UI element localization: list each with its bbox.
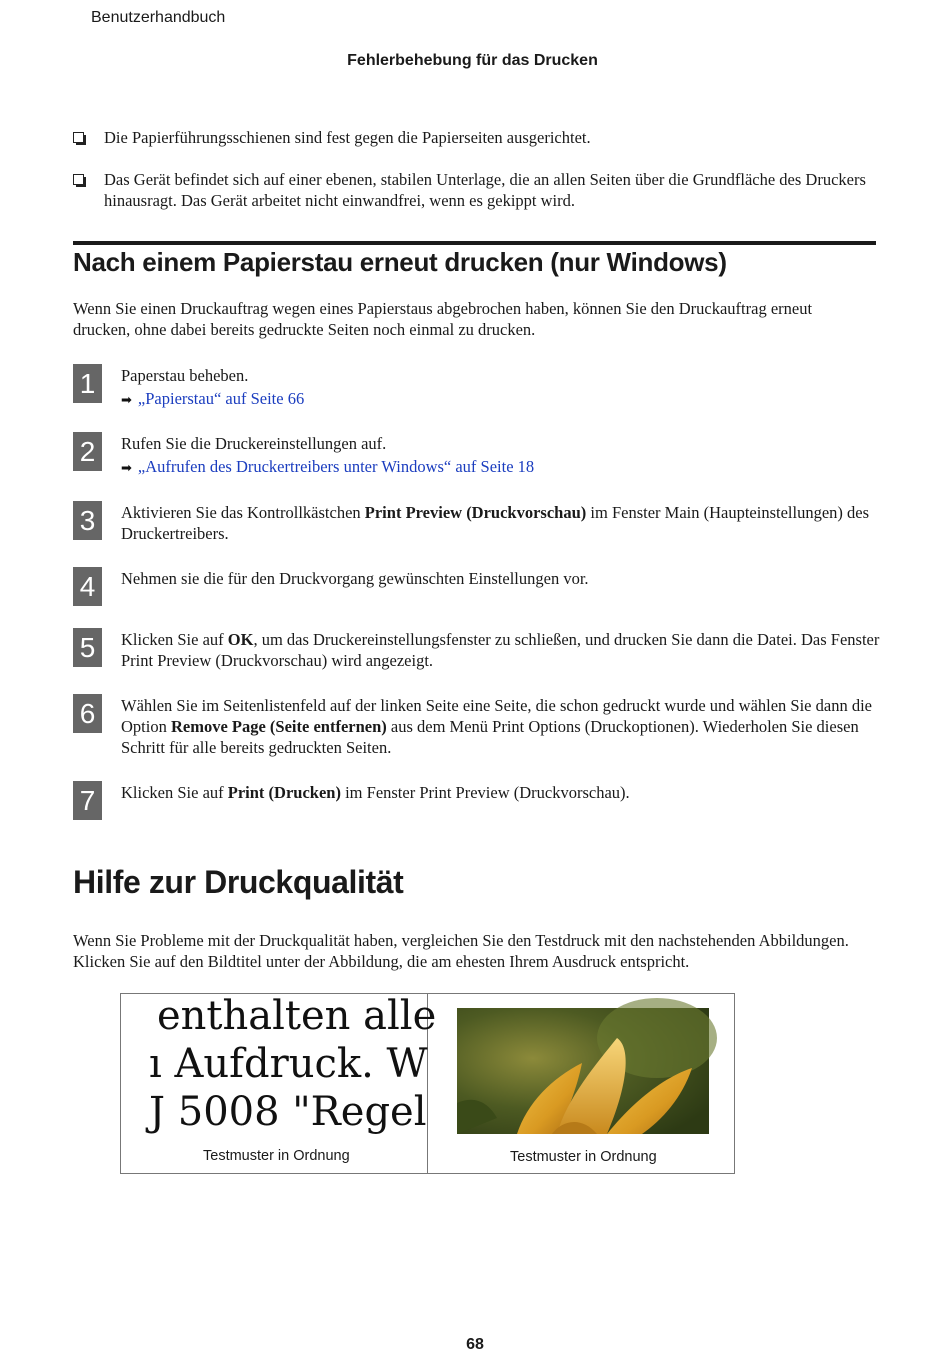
text-sample-image	[149, 993, 437, 1135]
bullet-text: Die Papierführungsschienen sind fest gegen die Papierseiten ausgerichtet.	[104, 128, 591, 147]
checkbox-bullet-icon	[73, 132, 84, 143]
step-2	[0, 432, 950, 492]
sample-line: enthalten alle	[157, 993, 437, 1039]
step-text: Rufen Sie die Druckereinstellungen auf.	[121, 434, 387, 453]
manual-title: Benutzerhandbuch	[91, 9, 226, 26]
text-sample-caption[interactable]: Testmuster in Ordnung	[203, 1148, 350, 1164]
step-number-badge: 4	[73, 567, 102, 606]
step-5	[0, 628, 950, 678]
step-text: Nehmen sie die für den Druckvorgang gewünschten Einstellungen vor.	[121, 569, 589, 588]
step-3	[0, 501, 950, 551]
section-intro: Wenn Sie einen Druckauftrag wegen eines Papierstaus abgebrochen haben, können Sie den Druckauftrag erneut drucken, ohne dabei bereits gedruckte Seiten noch einmal zu drucken.	[73, 299, 813, 339]
step-number-badge: 3	[73, 501, 102, 540]
step-number-badge: 6	[73, 694, 102, 733]
step-number-badge: 7	[73, 781, 102, 820]
sample-line: J 5008 "Regel	[149, 1089, 427, 1135]
link-druckertreiber[interactable]: „Aufrufen des Druckertreibers unter Windows“ auf Seite 18	[137, 457, 535, 476]
quality-intro: Wenn Sie Probleme mit der Druckqualität haben, vergleichen Sie den Testdruck mit den nachstehenden Abbildungen. Klicken Sie auf den Bildtitel unter der Abbildung, die am ehesten Ihrem Ausdruck entspricht.	[73, 931, 849, 971]
step-text: Klicken Sie auf Print (Drucken) im Fenster Print Preview (Druckvorschau).	[121, 783, 630, 802]
step-4	[0, 567, 950, 612]
step-text: Klicken Sie auf OK, um das Druckereinstellungsfenster zu schließen, und drucken Sie dann die Datei. Das Fenster Print Preview (Druckvorschau) wird angezeigt.	[121, 630, 880, 670]
step-number-badge: 1	[73, 364, 102, 403]
sample-line: ı Aufdruck. W	[149, 1041, 428, 1087]
section-title: Fehlerbehebung für das Drucken	[347, 52, 598, 69]
arrow-right-icon: ➡	[121, 461, 132, 476]
step-1	[0, 364, 950, 424]
flower-photo	[457, 1008, 709, 1134]
section-heading-quality: Hilfe zur Druckqualität	[73, 864, 404, 900]
step-number-badge: 5	[73, 628, 102, 667]
link-papierstau[interactable]: „Papierstau“ auf Seite 66	[137, 389, 305, 408]
step-text: Wählen Sie im Seitenlistenfeld auf der linken Seite eine Seite, die schon gedruckt wurde und wählen Sie dann die Option Remove Page (Seite entfernen) aus dem Menü Print Options (Druckoptionen). Wiederholen Sie diesen Schritt für alle bereits gedruckten Seiten.	[121, 696, 872, 757]
section-heading: Nach einem Papierstau erneut drucken (nur Windows)	[73, 247, 727, 277]
step-text: Paperstau beheben.	[121, 366, 249, 385]
step-number-badge: 2	[73, 432, 102, 471]
page-number: 68	[466, 1336, 484, 1353]
flower-photo-svg	[457, 1008, 709, 1134]
step-7	[0, 781, 950, 826]
arrow-right-icon: ➡	[121, 393, 132, 408]
step-text: Aktivieren Sie das Kontrollkästchen Print Preview (Druckvorschau) im Fenster Main (Haupteinstellungen) des Druckertreibers.	[121, 503, 870, 543]
photo-sample-caption[interactable]: Testmuster in Ordnung	[510, 1149, 657, 1165]
checkbox-bullet-icon	[73, 174, 84, 185]
sample-figures-table	[120, 993, 735, 1174]
step-6	[0, 694, 950, 764]
bullet-text: Das Gerät befindet sich auf einer ebenen, stabilen Unterlage, die an allen Seiten über die Grundfläche des Druckers hinausragt. Das Gerät arbeitet nicht einwandfrei, wenn es gekippt wird.	[104, 170, 866, 210]
